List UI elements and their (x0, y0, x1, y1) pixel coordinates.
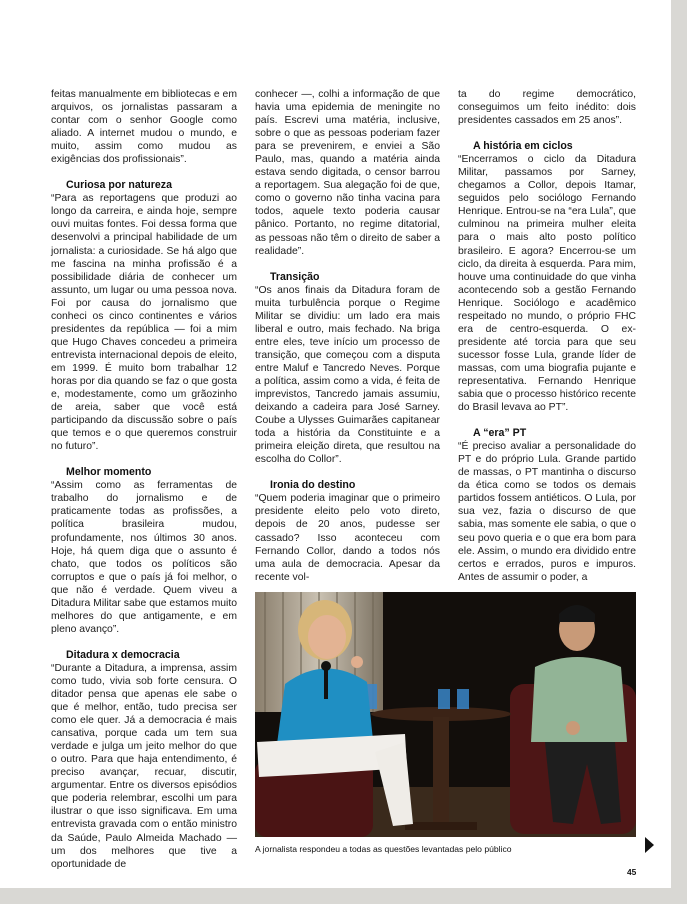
paragraph: feitas manualmente em bibliotecas e em arquivos, os jornalistas passaram a contar com o senhor Google como aliado. A internet mudou o mundo, e muito, assim como mudou as exigências dos profissionais”. (51, 89, 237, 166)
paragraph: ta do regime democrático, conseguimos um feito inédito: dois presidentes cassados em 25 anos”. (458, 89, 636, 127)
subheading-ironia: Ironia do destino (270, 479, 356, 492)
paragraph: “Para as reportagens que produzi ao longo da carreira, e ainda hoje, sempre ouvi muitas fontes. Foi dessa forma que desenvolvi a principal habilidade de um jornalista: a curiosidade. Se há algo que me fascina na minha profissão é a possibilidade diária de conhecer um assunto, um lugar ou uma pessoa nova. Foi por causa do jornalismo que conheci os cinco continentes e vários presidentes da república — foi a mim que Hugo Chaves concedeu a primeira entrevista internacional depois de eleito, em 1999. É muito bom trabalhar 12 horas por dia quando se faz o que gosta e, modestamente, como um grãozinho de areia, saber que você está participando da discussão sobre o país que temos e o que queremos construir no futuro”. (51, 193, 238, 453)
subheading-melhor-momento: Melhor momento (66, 466, 152, 479)
subheading-transicao: Transição (270, 270, 320, 283)
continue-arrow-icon (645, 837, 654, 853)
paragraph: “Encerramos o ciclo da Ditadura Militar, passamos por Sarney, chegamos a Collor, depois Itamar, seguidos pelo sociólogo Fernando Henrique. Entrou-se na “era Lula”, que culminou na primeira mulher eleita para o mais alto posto político brasileiro. E agora? Encerrou-se um ciclo, da direita à esquerda. Para mim, houve uma continuidade do que vinha acontecendo sob a gestão Fernando Henrique. Sociólogo e acadêmico respeitado no mundo, o próprio FHC era de centro-esquerda. O ex-presidente até torcia para que seu sucessor fosse Lula, grande líder de massas, com uma biografia pujante e representativa. Fernando Henrique sabia que o processo histórico recente do Brasil levava ao PT”. (458, 154, 636, 414)
page-number: 45 (627, 867, 637, 877)
text-column-1 (51, 88, 237, 871)
photo-illustration (255, 592, 636, 837)
photo-caption: A jornalista respondeu a todas as questões levantadas pelo público (255, 844, 512, 854)
paragraph: “Durante a Ditadura, a imprensa, assim como tudo, vivia sob forte censura. O ditador pensa que apenas ele sabe o que é melhor, então, tudo precisa ser como ele quer. Já a democracia é mais cansativa, porque cada um tem sua verdade e julga um jeito melhor do que o outro. Para que haja entendimento, é preciso avançar, recuar, discutir, argumentar. Entre os diversos episódios que poderia relembrar, escolhi um para ilustrar o que isso significava. Em uma entrevista gravada com o então ministro da Saúde, Paulo Almeida Machado — um dos melhores que tive a oportunidade de (51, 662, 237, 870)
subheading-ditadura: Ditadura x democracia (66, 648, 180, 661)
subheading-historia-ciclos: A história em ciclos (473, 140, 573, 153)
paragraph: “Assim como as ferramentas de trabalho do jornalismo e de praticamente todas as profissões, a política brasileira mudou, profundamente, nos últimos 30 anos. Hoje, há quem diga que o assunto é chato, que todos os políticos são corruptos e que o país já foi melhor, o que não é verdade. Quem viveu a Ditadura Militar sabe que estamos muito melhores do que antigamente, e em pleno avanço”. (51, 480, 237, 635)
subheading-era-pt: A “era” PT (473, 427, 527, 440)
event-photo (255, 592, 636, 837)
text-column-3 (458, 88, 636, 584)
paragraph: “É preciso avaliar a personalidade do PT e do próprio Lula. Grande partido de massas, o PT mantinha o discurso da ética como se todos os demais partidos fossem antiéticos. O Lula, por sua vez, fazia o discurso de que sabia, mas somente ele sabia, o que o seu povo queria e o que era bom para ele. Assim, o mundo era dividido entre certos e errados, puros e impuros. Antes de assumir o poder, a (458, 441, 636, 583)
paragraph: conhecer —, colhi a informação de que havia uma epidemia de meningite no país. Escrevi uma matéria, inclusive, sobre o que as pessoas poderiam fazer para se prevenirem, e enviei a São Paulo, mas, quando a matéria ainda estava sendo digitada, o censor barrou a reportagem. Sua alegação foi de que, como o governo não tinha vacina para todos, aquele texto poderia causar pânico. Portanto, no regime ditatorial, as pessoas não têm o direito de saber a realidade”. (255, 89, 440, 257)
text-column-2 (255, 88, 440, 584)
subheading-curiosa: Curiosa por natureza (66, 179, 172, 192)
paragraph: “Quem poderia imaginar que o primeiro presidente eleito pelo voto direto, depois de 20 anos, pudesse ser cassado? Isso aconteceu com Fernando Collor, dando a todos nós uma aula de democracia. Apesar da recente vol- (255, 493, 440, 583)
paragraph: “Os anos finais da Ditadura foram de muita turbulência porque o Regime Militar se dividiu: um lado era mais liberal e outro, mais fechado. Na briga entre eles, teve início um processo de transição, que começou com a disputa entre Maluf e Tancredo Neves. Porque a política, assim como a vida, é feita de imprevistos, Tancredo jamais assumiu, deixando a cadeira para José Sarney. Coube a Ulysses Guimarães capitanear toda a história da Constituinte e a primeira eleição direta, que resultou na escolha do Collor”. (255, 284, 440, 466)
